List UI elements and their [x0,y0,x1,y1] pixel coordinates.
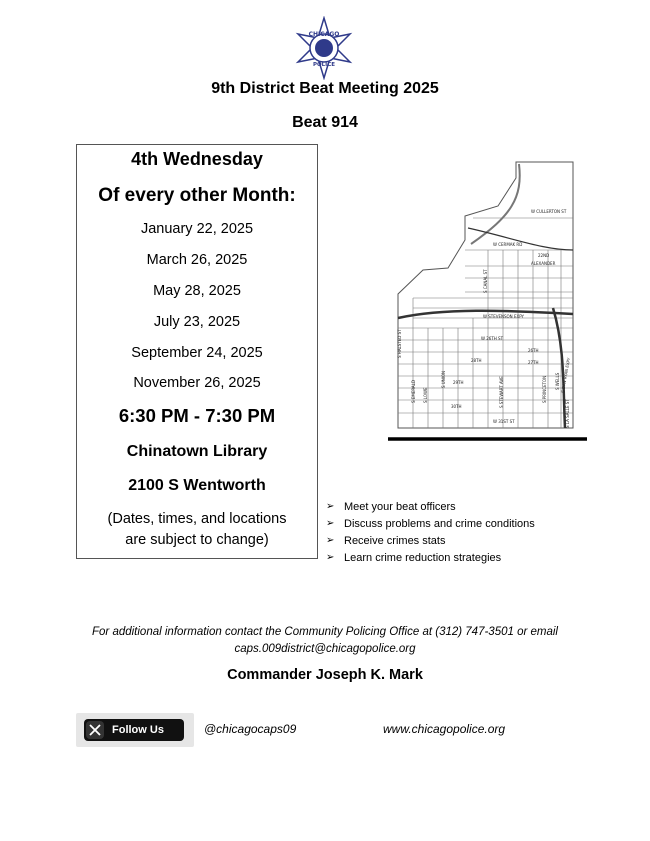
meeting-location: Chinatown Library [126,443,268,460]
schedule-day: 4th Wednesday [131,149,263,169]
benefits-list [326,498,535,566]
contact-info [0,624,650,658]
list-item [326,549,535,566]
disclaimer-line-2: are subject to change) [125,532,269,548]
meeting-time: 6:30 PM - 7:30 PM [118,405,276,426]
street-label: W STEVENSON EXPY [483,314,524,319]
meeting-date: March 26, 2025 [146,252,248,268]
street-label: S EMERALD [411,380,416,403]
list-item-text: Discuss problems and crime conditions [344,517,535,530]
schedule-frequency: Of every other Month: [98,185,296,206]
street-label: S HALSTED ST [397,329,402,358]
contact-email[interactable]: caps.009district@chicagopolice.org [234,643,416,655]
x-logo-icon [84,719,106,741]
follow-us-button[interactable] [76,713,194,747]
street-label: W CULLERTON ST [531,209,567,214]
street-label: S WELLS [555,372,560,390]
page-title: 9th District Beat Meeting 2025 [211,80,439,97]
badge-text-bottom: POLICE [312,62,336,68]
street-label: 27TH [528,360,539,365]
list-item-text: Receive crimes stats [344,534,446,547]
follow-us-badge [84,719,184,741]
street-label: W 26TH ST [481,336,504,341]
arrow-bullet-icon: ➢ [326,518,335,529]
commander-name: Commander Joseph K. Mark [227,667,423,683]
street-label: S LA SALLE ST [565,399,570,428]
list-item [326,498,535,515]
meeting-address: 2100 S Wentworth [128,477,266,494]
follow-us-label: Follow Us [112,724,164,736]
street-label: S STEWART AVE [499,376,504,408]
chicago-police-star-icon [292,16,356,80]
street-label: 29TH [453,380,464,385]
list-item [326,532,535,549]
street-label: S DAN RYAN EXPY [560,357,572,394]
street-label: S LOWE [423,387,428,403]
disclaimer-line-1: (Dates, times, and locations [107,511,287,527]
street-label: 28TH [471,358,482,363]
arrow-bullet-icon: ➢ [326,501,335,512]
website-link[interactable]: www.chicagopolice.org [383,722,506,736]
social-handle[interactable]: @chicagocaps09 [204,722,297,736]
arrow-bullet-icon: ➢ [326,552,335,563]
list-item-text: Learn crime reduction strategies [344,551,502,564]
street-label: ALEXANDER [531,261,556,266]
street-label: S CANAL ST [483,269,488,293]
street-label: S UNION [441,370,446,388]
list-item [326,515,535,532]
street-label: 26TH [528,348,539,353]
meeting-date: January 22, 2025 [140,221,254,237]
meeting-date: November 26, 2025 [133,375,261,391]
street-label: W CERMAK RD [493,242,523,247]
beat-number: Beat 914 [292,114,358,131]
schedule-box [76,144,318,559]
meeting-date: September 24, 2025 [131,345,263,361]
meeting-date: July 23, 2025 [153,314,241,330]
badge-text-top: CHICAGO [308,31,340,38]
street-label: 22ND [538,253,550,258]
beat-map [353,158,589,443]
arrow-bullet-icon: ➢ [326,535,335,546]
meeting-date: May 28, 2025 [153,283,241,299]
street-label: W 31ST ST [493,419,515,424]
contact-line: For additional information contact the Community Policing Office at (312) 747-3501 or email [92,626,558,638]
street-label: S PRINCETON [542,375,547,403]
list-item-text: Meet your beat officers [344,500,456,513]
street-label: 30TH [451,404,462,409]
